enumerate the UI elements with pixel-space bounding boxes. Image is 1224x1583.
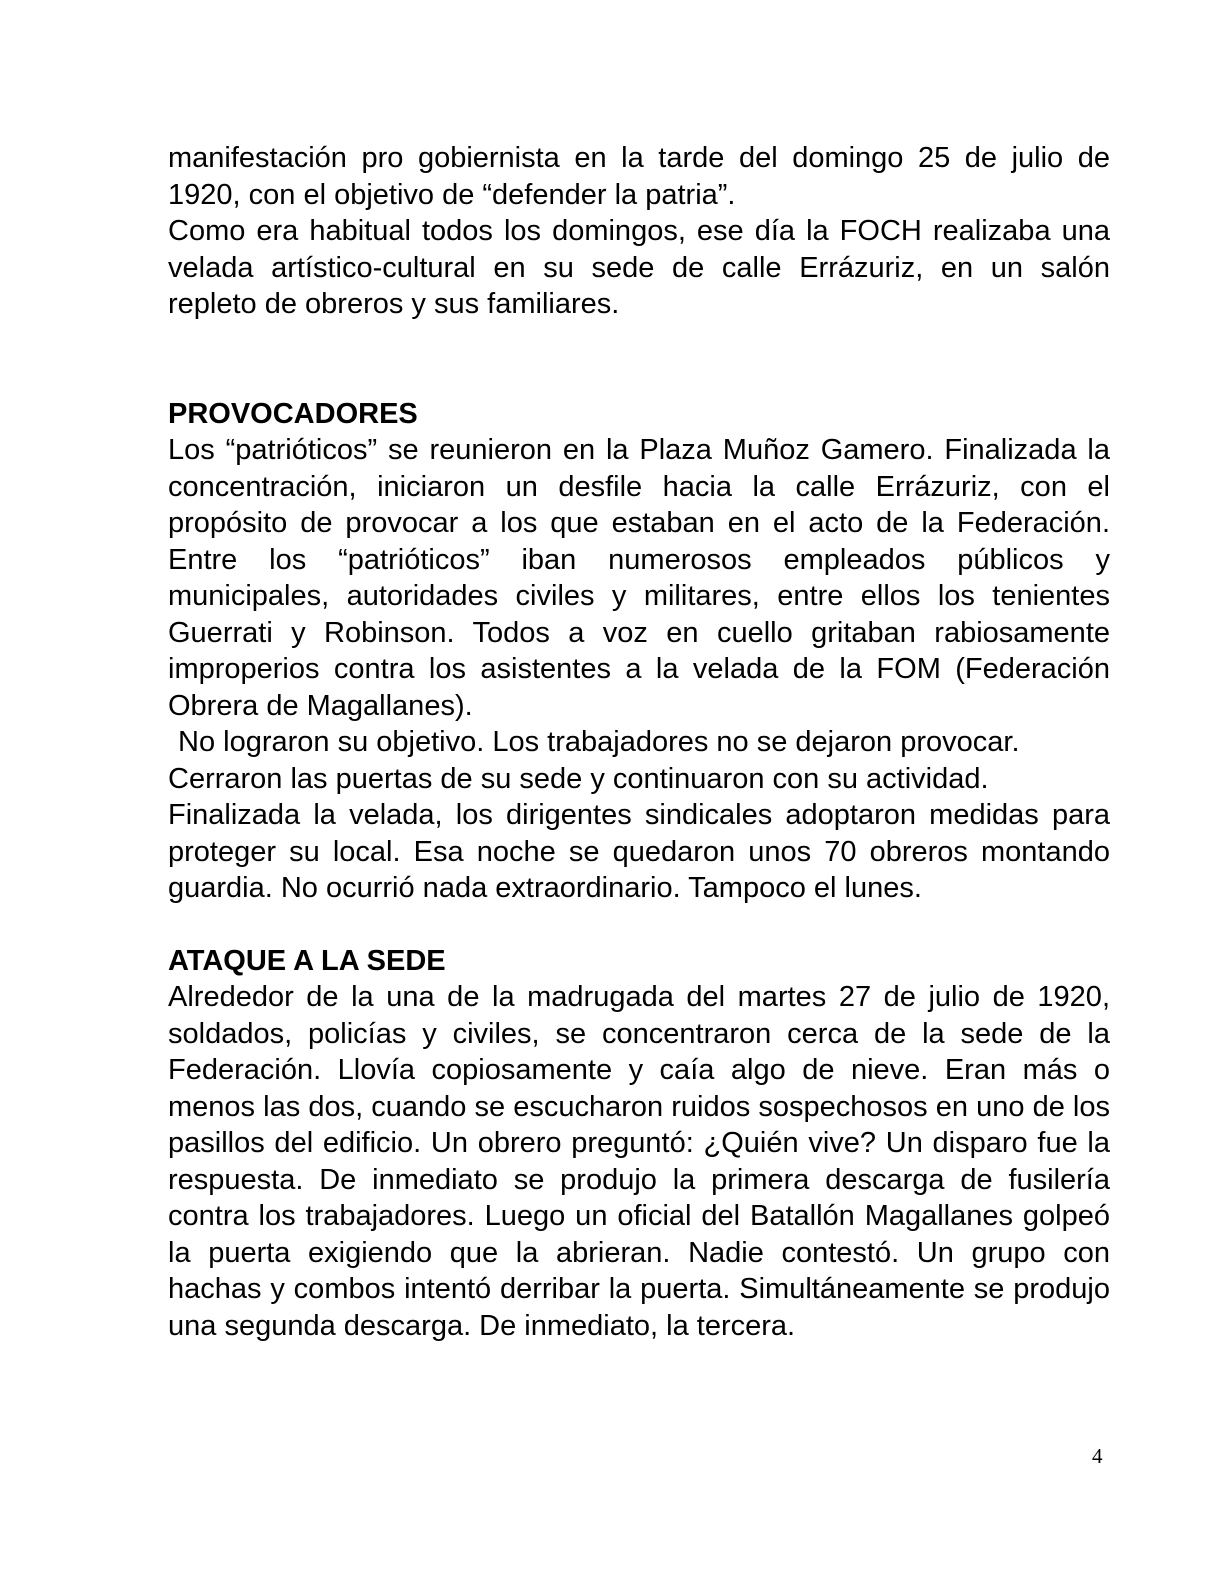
ataque-paragraph-1: Alrededor de la una de la madrugada del martes 27 de julio de 1920, soldados, policías y civiles, se concentraron cerca de la sede de la Federación. Llovía copiosamente y caía algo de nieve. Eran más o menos las dos, cuando se escucharon ruidos sospechosos en uno de los pasillos del edificio. Un obrero preguntó: ¿Quién vive? Un disparo fue la respuesta. De inmediato se produjo la primera descarga de fusilería contra los trabajadores. Luego un oficial del Batallón Magallanes golpeó la puerta exigiendo que la abrieran. Nadie contestó. Un grupo con hachas y combos intentó derribar la puerta. Simultáneamente se produjo una segunda descarga. De inmediato, la tercera. <box>168 981 1110 1342</box>
provocadores-paragraph-2: No lograron su objetivo. Los trabajadores no se dejaron provocar. <box>178 726 1020 758</box>
document-page <box>168 140 1110 1344</box>
provocadores-paragraph-3: Cerraron las puertas de su sede y continuaron con su actividad. <box>168 762 989 795</box>
provocadores-paragraph-4: Finalizada la velada, los dirigentes sindicales adoptaron medidas para proteger su local. Esa noche se quedaron unos 70 obreros montando guardia. No ocurrió nada extraordinario. Tampoco el lunes. <box>168 799 1110 904</box>
page-number: 4 <box>1092 1444 1103 1468</box>
section-spacer <box>168 907 1110 943</box>
section-heading-ataque: ATAQUE A LA SEDE <box>168 944 446 977</box>
section-heading-provocadores: PROVOCADORES <box>168 397 418 430</box>
intro-paragraph-2: Como era habitual todos los domingos, ese día la FOCH realizaba una velada artístico-cultural en su sede de calle Errázuriz, en un salón repleto de obreros y sus familiares. <box>168 215 1110 320</box>
intro-paragraph-1: manifestación pro gobiernista en la tarde del domingo 25 de julio de 1920, con el objetivo de “defender la patria”. <box>168 142 1110 211</box>
provocadores-paragraph-1: Los “patrióticos” se reunieron en la Plaza Muñoz Gamero. Finalizada la concentración, iniciaron un desfile hacia la calle Errázuriz, con el propósito de provocar a los que estaban en el acto de la Federación. Entre los “patrióticos” iban numerosos empleados públicos y municipales, autoridades civiles y militares, entre ellos los tenientes Guerrati y Robinson. Todos a voz en cuello gritaban rabiosamente improperios contra los asistentes a la velada de la FOM (Federación Obrera de Magallanes). <box>168 434 1110 722</box>
section-spacer <box>168 323 1110 396</box>
